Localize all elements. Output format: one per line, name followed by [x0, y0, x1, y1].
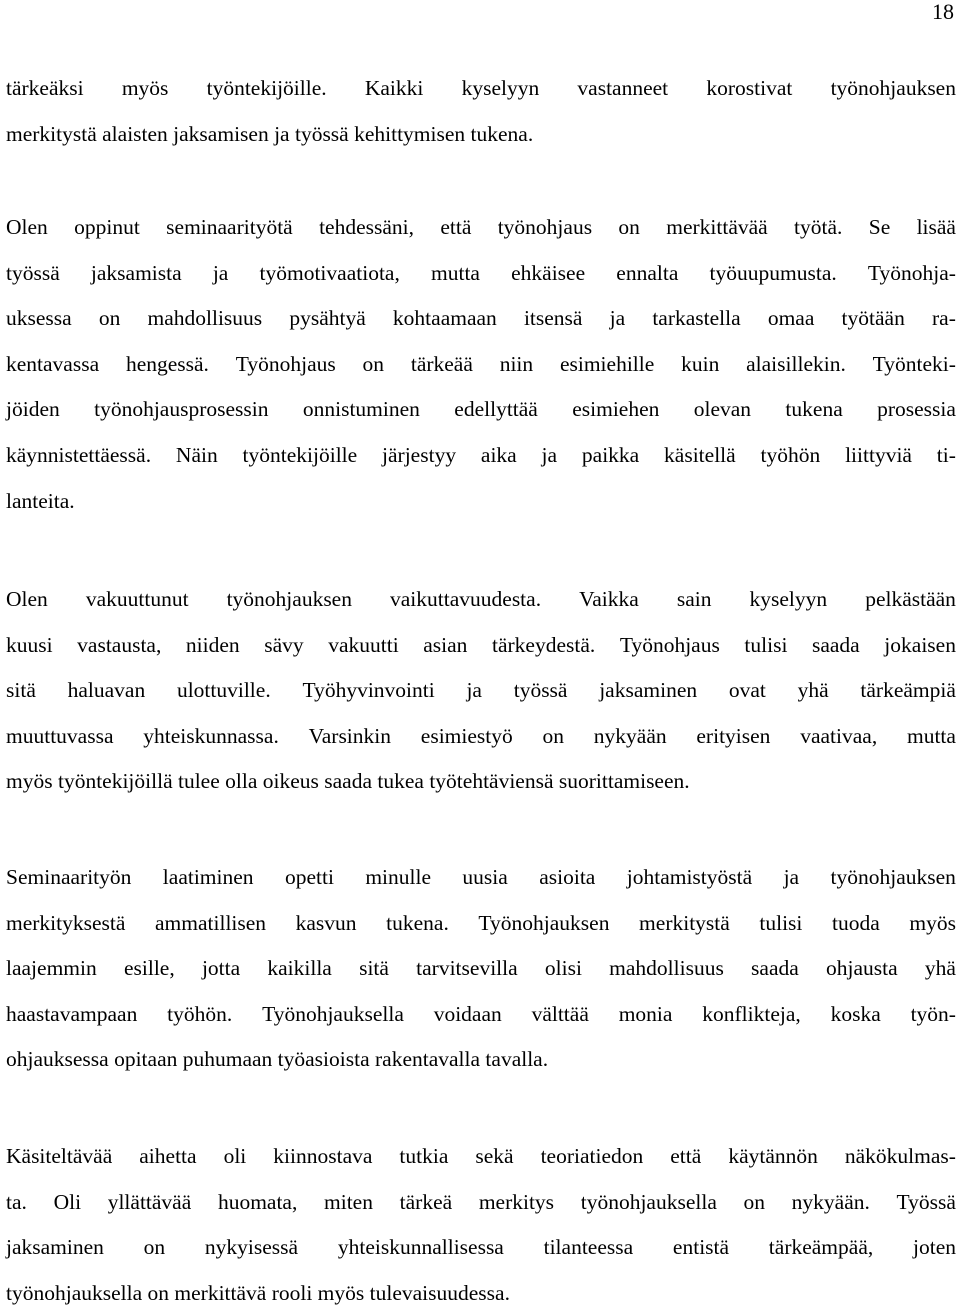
text-line: laajemmin esille, jotta kaikilla sitä tarvitsevilla olisi mahdollisuus saada ohjausta yhä: [6, 956, 956, 981]
paragraph-1: [6, 66, 956, 157]
text-line: Käsiteltävää aihetta oli kiinnostava tutkia sekä teoriatiedon että käytännön näkökulmas-: [6, 1144, 956, 1168]
text-line: haastavampaan työhön. Työnohjauksella voidaan välttää monia konflikteja, koska työn-: [6, 1001, 956, 1026]
text-line: uksessa on mahdollisuus pysähtyä kohtaamaan itsensä ja tarkastella omaa työtään ra-: [6, 306, 956, 331]
text-line: lanteita.: [6, 488, 75, 513]
text-line: Olen oppinut seminaarityötä tehdessäni, että työnohjaus on merkittävää työtä. Se lisää: [6, 215, 956, 239]
text-line: käynnistettäessä. Näin työntekijöille järjestyy aika ja paikka käsitellä työhön liittyviä ti-: [6, 442, 956, 467]
text-line: jöiden työnohjausprosessin onnistuminen edellyttää esimiehen olevan tukena prosessia: [6, 397, 956, 422]
text-line: myös työntekijöillä tulee olla oikeus saada tukea työtehtäviensä suorittamiseen.: [6, 769, 690, 794]
paragraph-3: [6, 577, 956, 805]
text-line: kentavassa hengessä. Työnohjaus on tärkeää niin esimiehille kuin alaisillekin. Työnteki-: [6, 351, 956, 376]
text-line: työssä jaksamista ja työmotivaatiota, mutta ehkäisee ennalta työuupumusta. Työnohja-: [6, 260, 956, 285]
text-line: merkitystä alaisten jaksamisen ja työssä kehittymisen tukena.: [6, 121, 534, 146]
paragraph-4: [6, 855, 956, 1083]
text-line: ta. Oli yllättävää huomata, miten tärkeä merkitys työnohjauksella on nykyään. Työssä: [6, 1189, 956, 1214]
text-line: muuttuvassa yhteiskunnassa. Varsinkin esimiestyö on nykyään erityisen vaativaa, mutta: [6, 723, 956, 748]
page-number: 18: [932, 0, 954, 24]
text-line: Olen vakuuttunut työnohjauksen vaikuttavuudesta. Vaikka sain kyselyyn pelkästään: [6, 587, 956, 611]
paragraph-5: [6, 1134, 956, 1316]
text-line: ohjauksessa opitaan puhumaan työasioista rakentavalla tavalla.: [6, 1047, 549, 1072]
text-line: tärkeäksi myös työntekijöille. Kaikki kyselyyn vastanneet korostivat työnohjauksen: [6, 76, 956, 100]
text-line: kuusi vastausta, niiden sävy vakuutti asian tärkeydestä. Työnohjaus tulisi saada jokaisen: [6, 632, 956, 657]
text-line: merkityksestä ammatillisen kasvun tukena. Työnohjauksen merkitystä tulisi tuoda myös: [6, 910, 956, 935]
text-line: jaksaminen on nykyisessä yhteiskunnallisessa tilanteessa entistä tärkeämpää, joten: [6, 1235, 956, 1260]
text-line: työnohjauksella on merkittävä rooli myös tulevaisuudessa.: [6, 1280, 510, 1305]
text-line: sitä haluavan ulottuville. Työhyvinvointi ja työssä jaksaminen ovat yhä tärkeämpiä: [6, 678, 956, 703]
paragraph-2: [6, 205, 956, 524]
text-line: Seminaarityön laatiminen opetti minulle uusia asioita johtamistyöstä ja työnohjauksen: [6, 865, 956, 889]
